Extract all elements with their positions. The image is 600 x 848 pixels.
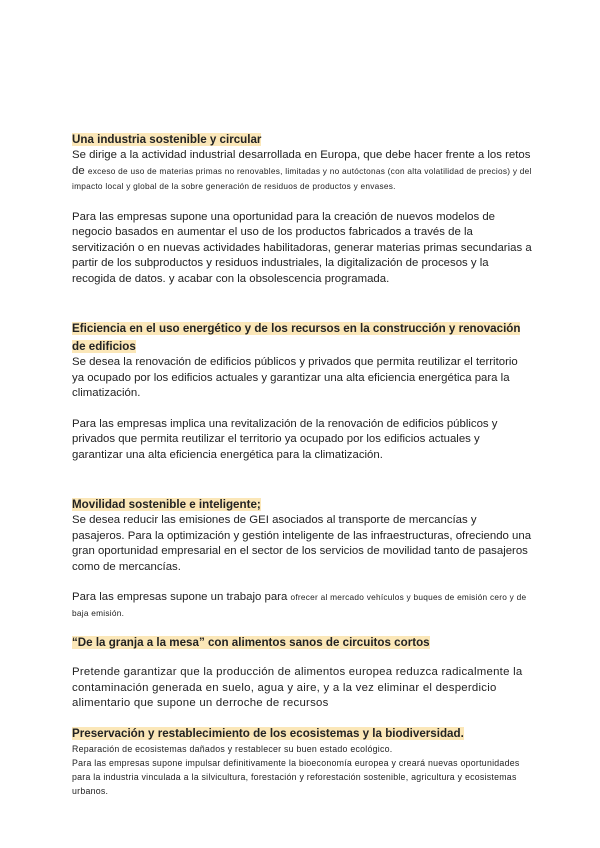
section-movilidad [72,495,532,621]
section-heading: Movilidad sostenible e inteligente; [72,498,261,511]
paragraph [72,148,532,195]
paragraph-small-text: ofrecer al mercado vehículos y buques de emisión cero y de baja emisión. [72,592,527,618]
section-eficiencia [72,319,532,463]
section-granja [72,633,532,712]
section-ecosistemas [72,724,532,798]
paragraph-small-text: exceso de uso de materias primas no renovables, limitadas y no autóctonas (con alta volatilidad de precios) y del impacto local y global de la sobre generación de residuos de productos y envases. [72,165,532,191]
section-heading: Preservación y restablecimiento de los ecosistemas y la biodiversidad. [72,726,464,740]
paragraph-text: Se dirige a la actividad industrial desarrollada en Europa, que debe hacer frente a los retos de [72,149,531,177]
section-heading: Una industria sostenible y circular [72,133,262,146]
section-heading: “De la granja a la mesa” con alimentos sanos de circuitos cortos [72,636,430,649]
paragraph: Para las empresas supone una oportunidad para la creación de nuevos modelos de negocio basados en aumentar el uso de los productos fabricados a través de la servitización o en nuevas actividades habilitadoras, generar materias primas secundarias a partir de los subproductos y residuos industriales, la digitalización de procesos y la recogida de datos. y acabar con la obsolescencia programada. [72,210,532,285]
section-heading: Eficiencia en el uso energético y de los recursos en la construcción y renovación de edificios [72,322,521,353]
paragraph: Se desea reducir las emisiones de GEI asociados al transporte de mercancías y pasajeros. Para la optimización y gestión inteligente de las infraestructuras, ofreciendo una gran oportunidad empresarial en el sector de los servicios de movilidad tanto de pasajeros como de mercancías. [72,514,532,573]
paragraph: Para las empresas implica una revitalización de la renovación de edificios públicos y privados que permita reutilizar el territorio ya ocupado por los edificios actuales y garantizar una alta eficiencia energética para la climatización. [72,417,498,461]
paragraph: Pretende garantizar que la producción de alimentos europea reduzca radicalmente la contaminación generada en suelo, agua y aire, y a la vez eliminar el desperdicio alimentario que supone un derroche de recursos [72,666,523,709]
document-page [72,130,532,798]
paragraph: Para las empresas supone impulsar definitivamente la bioeconomía europea y creará nuevas oportunidades para la industria vinculada a la silvicultura, forestación y reforestación sostenible, agricultura y ecosistemas urbanos. [72,757,520,796]
paragraph: Reparación de ecosistemas dañados y restablecer su buen estado ecológico. [72,743,393,754]
section-industria [72,130,532,287]
paragraph: Se desea la renovación de edificios públicos y privados que permita reutilizar el territorio ya ocupado por los edificios actuales y garantizar una alta eficiencia energética para la climatización. [72,356,518,399]
paragraph-text: Para las empresas supone un trabajo para [72,591,288,603]
paragraph [72,590,532,621]
